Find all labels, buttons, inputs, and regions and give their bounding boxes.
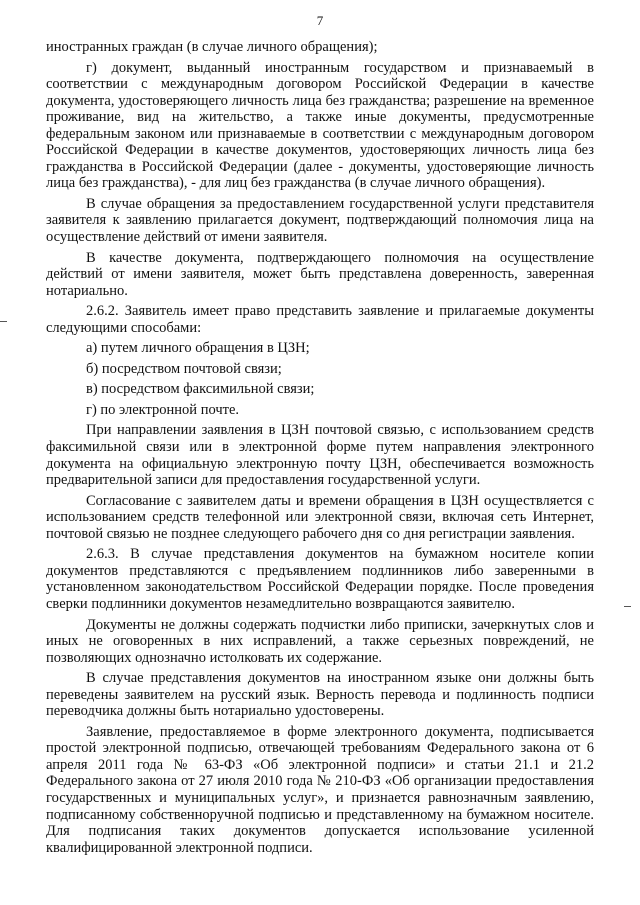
section-2-6-3: 2.6.3. В случае представления документов на бумажном носителе копии документов представляются с предъявлением подлинников либо заверенными в установленном законодательством Российской Федерации порядке. После проведения сверки подлинники документов незамедлительно возвращаются заявителю. <box>46 546 594 612</box>
paragraph-translation: В случае представления документов на иностранном языке они должны быть переведены заявителем на русский язык. Верность перевода и подлинность подписи переводчика должны быть нотариально удостоверены. <box>46 670 594 720</box>
margin-mark <box>0 321 7 322</box>
paragraph-representative: В случае обращения за предоставлением государственной услуги представителя заявителя к заявлению прилагается документ, подтверждающий полномочия лица на осуществление действий от имени заявителя. <box>46 195 594 246</box>
paragraph-no-corrections: Документы не должны содержать подчистки либо приписки, зачеркнутых слов и иных не оговоренных в них исправлений, а также серьезных повреждений, не позволяющих однозначно истолковать их содержание. <box>46 616 594 666</box>
paragraph-continuation: иностранных граждан (в случае личного обращения); <box>46 39 378 55</box>
paragraph-preregistration: При направлении заявления в ЦЗН почтовой связью, с использованием средств факсимильной связи или в электронной форме путем направления электронного документа на официальную электронную почту ЦЗН, обеспечивается возможность предварительной записи для предоставления государственной услуги. <box>46 422 594 489</box>
paragraph-scheduling: Согласование с заявителем даты и времени обращения в ЦЗН осуществляется с использованием средств телефонной или электронной связи, включая сеть Интернет, почтовой связью не позднее следующего рабочего дня со дня регистрации заявления. <box>46 492 594 542</box>
list-item-personal: а) путем личного обращения в ЦЗН; <box>86 340 310 357</box>
list-item-fax: в) посредством факсимильной связи; <box>86 381 315 398</box>
section-2-6-2: 2.6.2. Заявитель имеет право представить заявление и прилагаемые документы следующими способами: <box>46 303 594 336</box>
paragraph-item-g: г) документ, выданный иностранным государством и признаваемый в соответствии с международным договором Российской Федерации в качестве документа, удостоверяющего личность лица без гражданства; разрешение на временное проживание, вид на жительство, а также иные документы, предусмотренные федеральным законом или признаваемые в соответствии с международным договором Российской Федерации в качестве документов, удостоверяющих личность лица без гражданства в Российской Федерации (далее - документы, удостоверяющие личность лица без гражданства), - для лиц без гражданства (в случае личного обращения). <box>46 59 594 192</box>
margin-mark <box>624 606 631 607</box>
list-item-email: г) по электронной почте. <box>86 401 240 418</box>
paragraph-power-of-attorney: В качестве документа, подтверждающего полномочия на осуществление действий от имени заявителя, может быть представлена доверенность, заверенная нотариально. <box>46 249 594 299</box>
paragraph-electronic-signature: Заявление, предоставляемое в форме электронного документа, подписывается простой электронной подписью, отвечающей требованиям Федерального закона от 6 апреля 2011 года № 63-ФЗ «Об электронной подписи» и статьи 21.1 и 21.2 Федерального закона от 27 июля 2010 года № 210-ФЗ «Об организации предоставления государственных и муниципальных услуг», и признается равнозначным заявлению, подписанному собственноручной подписью и представленному на бумажном носителе. Для подписания таких документов допускается использование усиленной квалифицированной электронной подписи. <box>46 723 594 856</box>
list-item-postal: б) посредством почтовой связи; <box>86 360 282 377</box>
document-body <box>46 39 594 860</box>
page-number: 7 <box>316 13 324 28</box>
